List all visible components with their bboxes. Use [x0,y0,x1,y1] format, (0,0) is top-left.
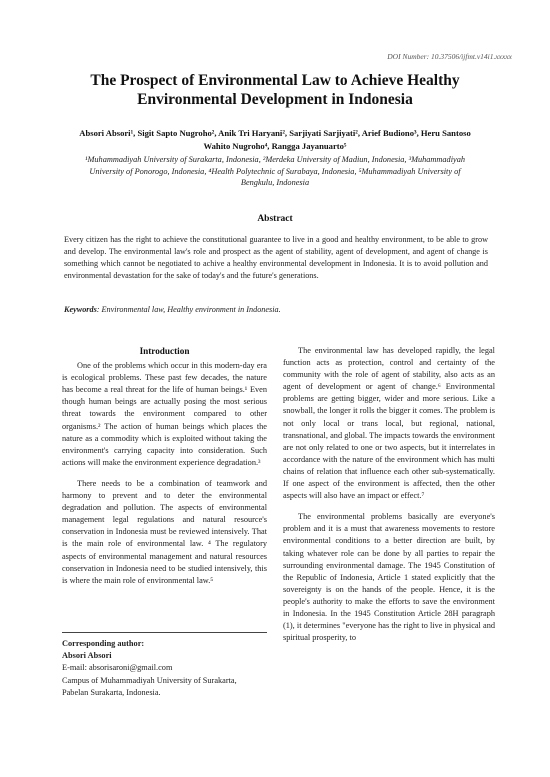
corresponding-name: Absori Absori [62,651,112,661]
affiliation-line-2: University of Ponorogo, Indonesia, ⁴Health Polytechnic of Surabaya, Indonesia, ⁵Muhammadiyah University of [89,166,461,176]
right-column [283,345,495,653]
intro-paragraph-1: One of the problems which occur in this modern-day era is ecological problems. These past few decades, the nature has become a real threat for the life of human beings.¹ Even though human beings are actually posing the most serious threat towards the environment compared to other organisms.² The action of human beings which places the nature as a commodity which is exploited without taking the environment's carrying capacity into consideration. Such actions will make the environment experience degradation.³ [62,361,267,467]
section-heading-introduction: Introduction [139,346,190,356]
abstract-body: Every citizen has the right to achieve the constitutional guarantee to live in a good and healthy environment, to be able to grow and develop. The environmental law's role and prospect as the agent of stability, agent of development, and agent of change is something which cannot be negotiated to achive a healthy environmental development in Indonesia. It is to avoid pollution and environmental devastation for the sake of today's and the future's generations. [64,235,488,281]
intro-paragraph-2: There needs to be a combination of teamwork and harmony to prevent and to deter the environmental degradation and pollution. The aspects of environmental management legal regulations and natural resource's conservation in Indonesia must be reviewed intensively. That is the main role of environmental law. ⁴ The regulatory aspects of environmental management and natural resources conservation in Indonesia need to be studied intensively, this is where the main role of environmental law.⁵ [62,478,267,585]
abstract-heading: Abstract [257,214,293,224]
affiliation-line-3: Bengkulu, Indonesia [240,178,310,187]
right-paragraph-2: The environmental problems basically are everyone's problem and it is a must that awareness movements to restore environmental conditions to a better direction are built, by taking whatever role can be done by all parties to repair the surrounding environmental damage. The 1945 Constitution of the Republic of Indonesia, Article 1 stated explicitly that the sovereignty is on the hands of the people. Hence, it is the people's authority to make the efforts to save the environment in Indonesia. In the 1945 Constitution Article 28H paragraph (1), it determines "everyone has the right to live in physical and spiritual prosperity, to [283,512,495,643]
doi-number: DOI Number: 10.37506/ijfmt.v14i1.xxxxx [387,52,512,61]
right-paragraph-1: The environmental law has developed rapidly, the legal function acts as protection, control and certainty of the community with the role of agent of stability, also acts as an agent of development or agent of change.⁶ Environmental problems are getting bigger, wider and more serious. Like a snowball, the longer it rolls the bigger it comes. The problem is not only local or trans local, but regional, national, transnational, and global. The impacts towards the environment are not only related to one or two aspects, but it interrelates in accordance with the nature of the environment which has multi chains of relation that influence each other sub-systematically. If one aspect of the environment is affected, then the other aspects will also have an impact or effect.⁷ [283,346,495,501]
author-list [40,127,510,152]
author-line-2: Wahito Nugroho⁴, Rangga Jayanuarto⁵ [203,140,347,151]
affiliation-list [40,154,510,189]
title-line-1: The Prospect of Environmental Law to Achieve Healthy [90,72,460,89]
corresponding-address-line-1: Campus of Muhammadiyah University of Surakarta, [62,675,237,685]
keywords-text: : Environmental law, Healthy environment in Indonesia. [96,305,281,314]
paper-title [40,71,510,109]
corresponding-heading: Corresponding author: [62,639,145,648]
affiliation-line-1: ¹Muhammadiyah University of Surakarta, Indonesia, ²Merdeka University of Madiun, Indonesia, ³Muhammadiyah [85,155,465,164]
footnote-divider [62,632,267,633]
corresponding-author-block [62,638,272,699]
keywords-label: Keywords [64,305,97,314]
corresponding-email: E-mail: absorisaroni@gmail.com [62,663,173,673]
corresponding-address-line-2: Pabelan Surakarta, Indonesia. [62,687,161,697]
left-column [62,345,267,596]
author-line-1: Absori Absori¹, Sigit Sapto Nugroho², Anik Tri Haryani², Sarjiyati Sarjiyati², Arief Budiono³, Heru Santoso [79,128,471,138]
title-line-2: Environmental Development in Indonesia [137,91,413,108]
keywords [64,305,488,314]
